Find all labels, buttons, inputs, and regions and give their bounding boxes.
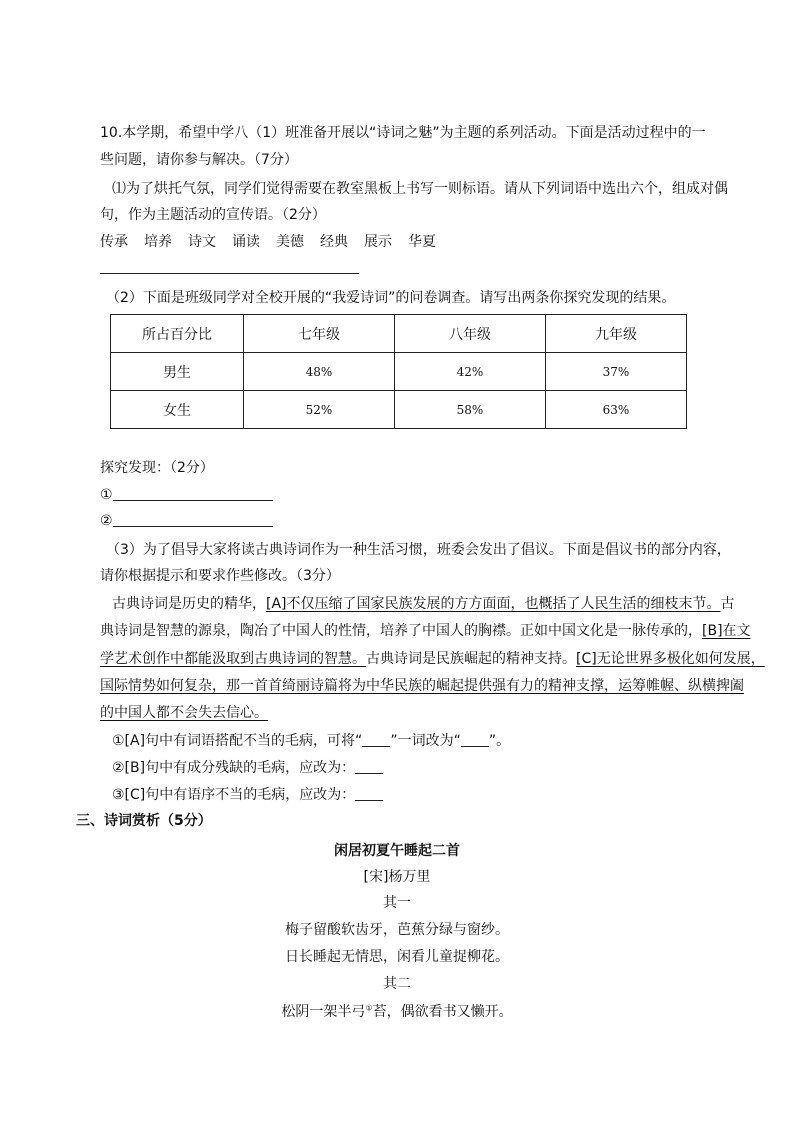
part3-line1: （3）为了倡导大家将读古典诗词作为一种生活习惯，班委会发出了倡议。下面是倡议书的部分内容， xyxy=(106,542,731,558)
question-a-blank-2[interactable] xyxy=(461,732,489,747)
poem-part2-label: 其二 xyxy=(383,976,411,992)
poem-line: 日长睡起无情思，闲看儿童捉柳花。 xyxy=(285,949,509,965)
word-item: 华夏 xyxy=(408,234,436,250)
finding-2 xyxy=(100,512,690,530)
passage-line4 xyxy=(100,677,744,695)
poem-part1-label: 其一 xyxy=(383,895,411,911)
word-item: 美德 xyxy=(276,234,304,250)
table-cell: 37% xyxy=(546,353,687,391)
question-b xyxy=(112,759,702,777)
table-cell: 42% xyxy=(395,353,546,391)
passage-text: 古典诗词是民族崛起的精神支持。 xyxy=(366,651,576,667)
poem-line xyxy=(0,1001,794,1021)
sentence-c-end: 的中国人都不会失去信心。 xyxy=(100,705,268,721)
table-cell: 63% xyxy=(546,391,687,429)
poem-text: 苔，偶欲看书又懒开。 xyxy=(372,1004,513,1020)
table-header-row xyxy=(111,315,687,353)
passage-line5 xyxy=(100,704,690,722)
table-row-label: 女生 xyxy=(111,391,244,429)
table-row-label: 男生 xyxy=(111,353,244,391)
word-item: 诵读 xyxy=(232,234,260,250)
footnote-marker: ① xyxy=(365,1003,373,1013)
sentence-a: [A]不仅压缩了国家民族发展的方方面面，也概括了人民生活的细枝末节。 xyxy=(266,596,721,612)
word-item: 培养 xyxy=(144,234,172,250)
passage-line2 xyxy=(100,622,751,640)
question-a-text: ①[A]句中有词语搭配不当的毛病，可将“ xyxy=(112,733,363,749)
word-list xyxy=(100,233,690,251)
slogan-answer-line[interactable] xyxy=(100,273,359,274)
passage-line3 xyxy=(100,650,765,668)
finding-1-answer-line[interactable] xyxy=(113,486,273,501)
sentence-c: [C]无论世界多极化如何发展， xyxy=(576,651,765,667)
poem-title: 闲居初夏午睡起二首 xyxy=(334,843,460,859)
part2-title: （2）下面是班级同学对全校开展的“我爱诗词”的问卷调查。请写出两条你探究发现的结果。 xyxy=(106,290,676,306)
word-item: 展示 xyxy=(364,234,392,250)
question-b-text: ②[B]句中有成分残缺的毛病，应改为： xyxy=(112,760,356,776)
table-header-cell: 七年级 xyxy=(244,315,395,353)
survey-table xyxy=(110,314,687,429)
question-a-blank-1[interactable] xyxy=(362,732,390,747)
sentence-b: [B]在文 xyxy=(702,623,751,639)
finding-2-answer-line[interactable] xyxy=(113,512,273,527)
finding-2-mark: ② xyxy=(100,513,113,529)
section3-heading: 三、诗词赏析（5分） xyxy=(76,813,212,829)
part1-line1: ⑴为了烘托气氛，同学们觉得需要在教室黑板上书写一则标语。请从下列词语中选出六个，组成对偶 xyxy=(112,181,728,197)
word-item: 传承 xyxy=(100,234,128,250)
table-header-cell: 所占百分比 xyxy=(111,315,244,353)
table-header-cell: 九年级 xyxy=(546,315,687,353)
sentence-c-cont: 国际情势如何复杂，那一首首绮丽诗篇将为中华民族的崛起提供强有力的精神支撑，运筹帷幄、纵横捭阖 xyxy=(100,678,744,694)
question-c-blank[interactable] xyxy=(355,786,383,801)
table-row xyxy=(111,353,687,391)
word-item: 经典 xyxy=(320,234,348,250)
question-c xyxy=(112,786,702,804)
poem-author: [宋]杨万里 xyxy=(363,869,431,885)
question-a-text: ”。 xyxy=(488,733,511,749)
passage-text: 古 xyxy=(720,596,735,612)
finding-1-mark: ① xyxy=(100,487,113,503)
poem-line: 梅子留酸软齿牙，芭蕉分绿与窗纱。 xyxy=(285,922,509,938)
q10-intro-line2: 些问题，请你参与解决。（7分） xyxy=(100,152,298,168)
q10-intro-line1: 10.本学期，希望中学八（1）班准备开展以“诗词之魅”为主题的系列活动。下面是活动过程中的一 xyxy=(100,125,706,141)
table-cell: 58% xyxy=(395,391,546,429)
question-b-blank[interactable] xyxy=(355,759,383,774)
passage-text: 典诗词是智慧的源泉，陶冶了中国人的性情，培养了中国人的胸襟。正如中国文化是一脉传承的， xyxy=(100,623,702,639)
sentence-b-cont: 学艺术创作中都能汲取到古典诗词的智慧。 xyxy=(100,651,366,667)
passage-line1 xyxy=(100,595,735,613)
part3-line2: 请你根据提示和要求作些修改。（3分） xyxy=(100,568,340,584)
question-a-text: ”一词改为“ xyxy=(390,733,461,749)
finding-label: 探究发现：（2分） xyxy=(100,460,214,476)
table-header-cell: 八年级 xyxy=(395,315,546,353)
finding-1 xyxy=(100,486,690,504)
poem-text: 松阴一架半弓 xyxy=(281,1004,366,1020)
table-row xyxy=(111,391,687,429)
question-a xyxy=(112,732,702,750)
table-cell: 52% xyxy=(244,391,395,429)
question-c-text: ③[C]句中有语序不当的毛病，应改为： xyxy=(112,787,356,803)
table-cell: 48% xyxy=(244,353,395,391)
passage-text: 古典诗词是历史的精华， xyxy=(112,596,266,612)
word-item: 诗文 xyxy=(188,234,216,250)
part1-line2: 句，作为主题活动的宣传语。（2分） xyxy=(100,207,326,223)
